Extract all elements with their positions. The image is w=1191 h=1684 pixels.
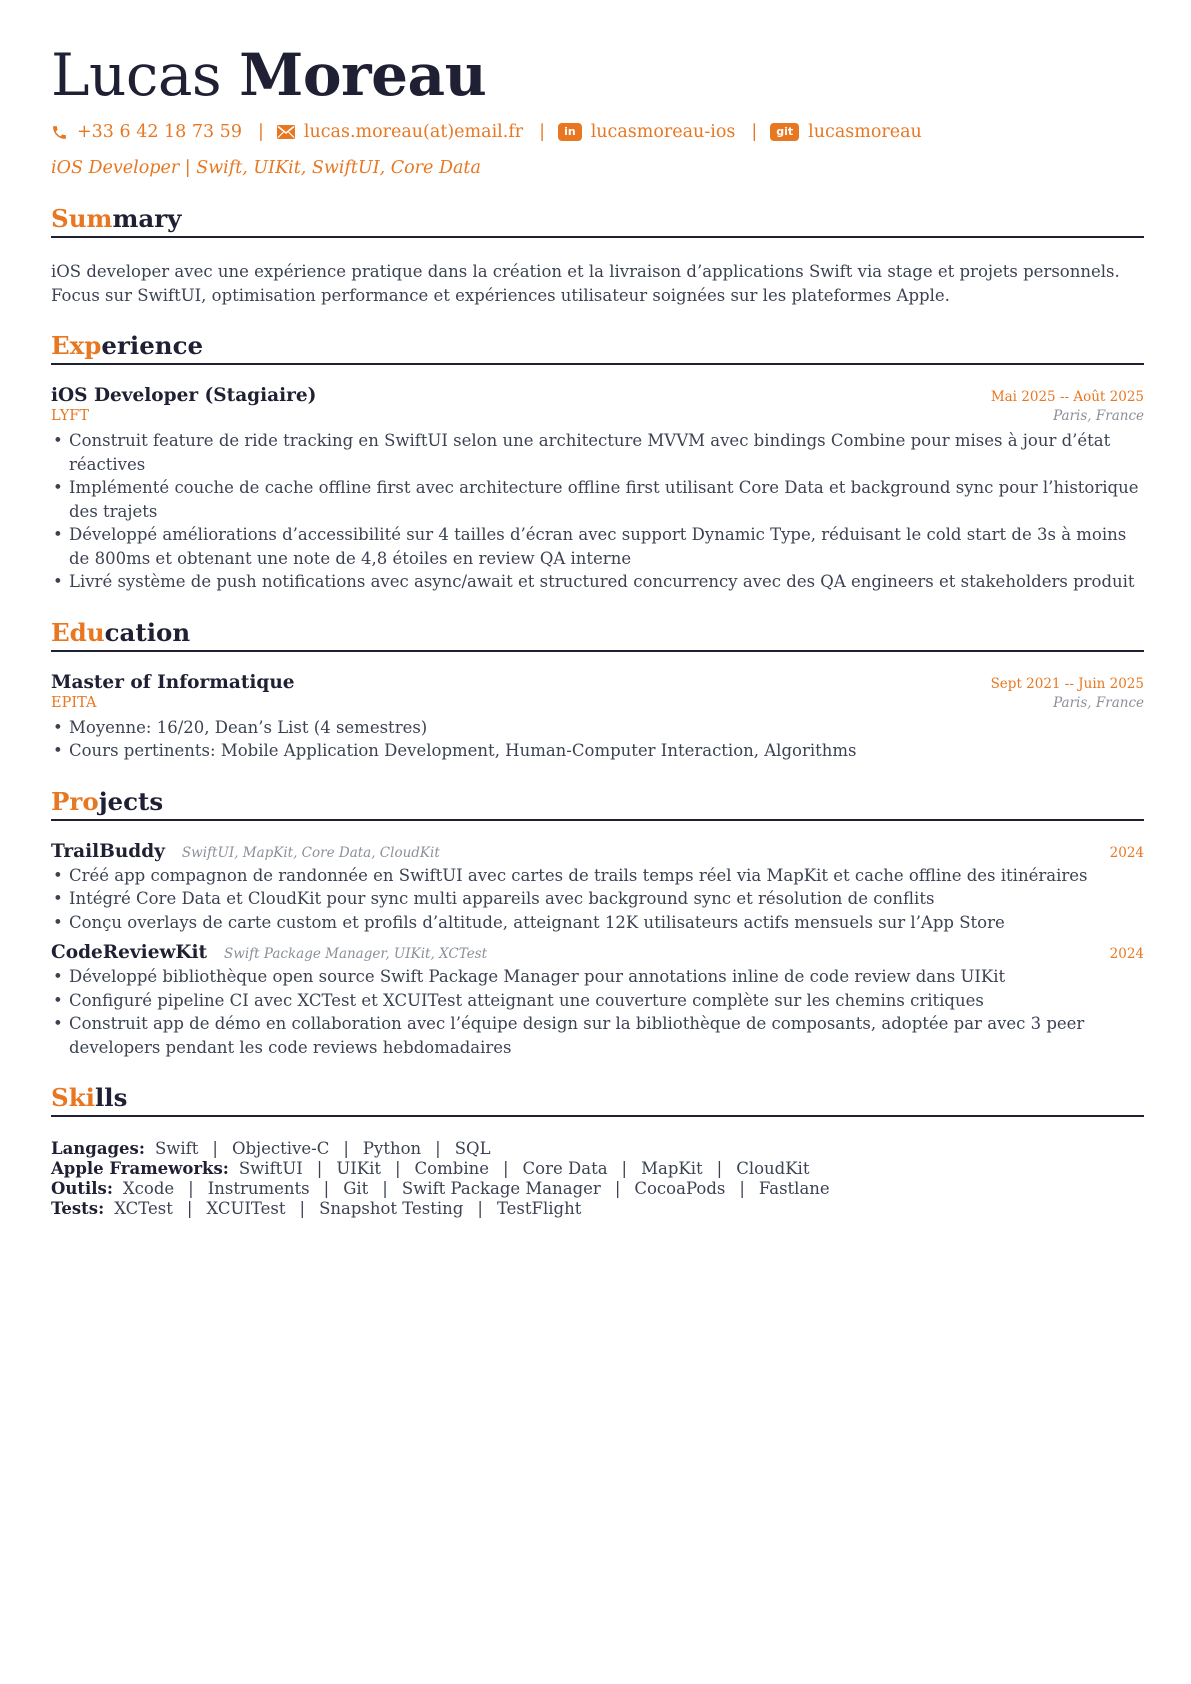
contact-github[interactable] [770, 122, 922, 142]
skill-item: Git [343, 1179, 369, 1198]
entry-header [51, 672, 1144, 693]
section-title-experience [51, 331, 1144, 361]
school: EPITA [51, 694, 97, 711]
bullet-item: • Conçu overlays de carte custom et profils d’altitude, atteignant 12K utilisateurs actifs mensuels sur l’App Store [51, 911, 1144, 935]
section-title-accent: Pro [51, 786, 99, 816]
skill-separator: | [477, 1199, 483, 1218]
contact-email[interactable] [277, 122, 523, 142]
education-dates: Sept 2021 -- Juin 2025 [990, 675, 1144, 692]
envelope-icon [277, 125, 295, 139]
skill-category-label: Apple Frameworks: [51, 1159, 229, 1178]
skill-separator: | [394, 1159, 401, 1178]
skill-item: XCTest [114, 1199, 173, 1218]
bullet-item: • Implémenté couche de cache offline first avec architecture offline first utilisant Core Data et background sync pour l’historique des trajets [51, 476, 1144, 523]
job-role: iOS Developer (Stagiaire) [51, 385, 317, 406]
skill-item: MapKit [641, 1159, 703, 1178]
section-title-rest: cation [104, 617, 191, 647]
bullet-item: • Construit app de démo en collaboration avec l’équipe design sur la bibliothèque de composants, adoptée par avec 3 peer developers pendant les code reviews hebdomadaires [51, 1012, 1144, 1059]
education-location: Paris, France [1053, 694, 1144, 711]
entry-subheader [51, 408, 1144, 424]
project-header [51, 942, 1144, 963]
bullet-item: • Développé bibliothèque open source Swift Package Manager pour annotations inline de code review dans UIKit [51, 965, 1144, 989]
contact-separator: | [539, 122, 546, 142]
section-rule [51, 1115, 1144, 1117]
job-bullets [51, 429, 1144, 594]
summary-section [51, 204, 1144, 307]
skill-item: Snapshot Testing [319, 1199, 464, 1218]
job-company: LYFT [51, 408, 90, 424]
contact-phone[interactable] [51, 122, 242, 142]
section-title-skills [51, 1083, 1144, 1113]
skill-separator: | [621, 1159, 628, 1178]
bullet-item: • Développé améliorations d’accessibilité sur 4 tailles d’écran avec support Dynamic Type, réduisant le cold start de 3s à moins de 800ms et obtenant une note de 4,8 étoiles en review QA interne [51, 523, 1144, 570]
skill-item: Xcode [122, 1179, 175, 1198]
skill-separator: | [299, 1199, 306, 1218]
section-title-accent: Edu [51, 617, 105, 647]
experience-entry [51, 385, 1144, 594]
section-title-rest: jects [98, 786, 164, 816]
project-stack: SwiftUI, MapKit, Core Data, CloudKit [181, 844, 440, 861]
entry-header [51, 385, 1144, 406]
last-name: Moreau [239, 41, 487, 109]
skill-separator: | [435, 1139, 441, 1158]
skill-category-label: Tests: [51, 1199, 105, 1218]
project-name: TrailBuddy [51, 840, 165, 862]
bullet-item: • Configuré pipeline CI avec XCTest et XCUITest atteignant une couverture complète sur les chemins critiques [51, 989, 1144, 1013]
skill-row [51, 1139, 1144, 1159]
email-text: lucas.moreau(at)email.fr [303, 122, 524, 142]
skill-item: Swift [154, 1139, 199, 1158]
contact-separator: | [257, 122, 264, 142]
section-rule [51, 650, 1144, 652]
skill-row [51, 1159, 1144, 1179]
project-stack: Swift Package Manager, UIKit, XCTest [224, 946, 488, 962]
first-name: Lucas [51, 41, 222, 109]
project-entry [51, 942, 1144, 1059]
candidate-name [51, 40, 1144, 110]
phone-icon [51, 124, 68, 141]
education-entry [51, 672, 1144, 763]
project-title-group [51, 942, 487, 963]
resume-content [51, 40, 1144, 1219]
skill-item: Swift Package Manager [401, 1179, 601, 1198]
skill-separator: | [323, 1179, 330, 1198]
bullet-item: • Cours pertinents: Mobile Application Development, Human-Computer Interaction, Algorithms [51, 739, 1144, 763]
education-section [51, 618, 1144, 763]
skill-item: XCUITest [206, 1199, 286, 1218]
section-title-education [51, 618, 1144, 648]
git-icon: git [770, 123, 799, 141]
project-year: 2024 [1109, 946, 1144, 962]
section-title-summary [51, 204, 1144, 234]
skill-item: SwiftUI [238, 1159, 303, 1178]
education-bullets [51, 716, 1144, 763]
skills-section [51, 1083, 1144, 1219]
section-title-accent: Sum [51, 204, 113, 233]
contact-separator: | [751, 122, 758, 142]
section-title-rest: mary [112, 204, 182, 233]
skill-row [51, 1199, 1144, 1219]
skill-item: Instruments [207, 1179, 310, 1198]
linkedin-icon: in [558, 123, 582, 141]
degree: Master of Informatique [51, 671, 295, 693]
skill-separator: | [502, 1159, 509, 1178]
project-name: CodeReviewKit [51, 942, 208, 963]
skill-separator: | [716, 1159, 723, 1178]
skill-item: Fastlane [758, 1179, 830, 1198]
section-title-rest: lls [94, 1083, 128, 1112]
skill-item: SQL [454, 1139, 491, 1158]
skill-separator: | [382, 1179, 388, 1198]
bullet-item: • Intégré Core Data et CloudKit pour sync multi appareils avec background sync et résolution de conflits [51, 887, 1144, 911]
section-rule [51, 819, 1144, 821]
skill-separator: | [212, 1139, 218, 1158]
bullet-item: • Moyenne: 16/20, Dean’s List (4 semestres) [51, 716, 1144, 740]
skill-row [51, 1179, 1144, 1199]
bullet-item: • Créé app compagnon de randonnée en SwiftUI avec cartes de trails temps réel via MapKit et cache offline des itinéraires [51, 864, 1144, 888]
tagline: iOS Developer | Swift, UIKit, SwiftUI, Core Data [51, 158, 481, 178]
section-title-projects [51, 787, 1144, 817]
job-location: Paris, France [1053, 408, 1144, 424]
skill-item: UIKit [336, 1159, 381, 1178]
phone-text: +33 6 42 18 73 59 [77, 122, 242, 142]
experience-section [51, 331, 1144, 594]
skill-item: TestFlight [496, 1199, 582, 1218]
skill-separator: | [316, 1159, 323, 1178]
entry-subheader [51, 695, 1144, 711]
project-entry [51, 841, 1144, 935]
section-rule [51, 236, 1144, 238]
bullet-item: • Construit feature de ride tracking en SwiftUI selon une architecture MVVM avec bindings Combine pour mises à jour d’état réactives [51, 429, 1144, 476]
skill-separator: | [739, 1179, 745, 1198]
section-title-accent: Exp [51, 331, 102, 360]
skill-item: CocoaPods [634, 1179, 726, 1198]
skill-separator: | [614, 1179, 621, 1198]
skill-category-label: Outils: [51, 1179, 113, 1198]
github-text: lucasmoreau [808, 122, 922, 142]
bullet-item: • Livré système de push notifications avec async/await et structured concurrency avec des QA engineers et stakeholders produit [51, 570, 1144, 594]
project-header [51, 841, 1144, 862]
skill-category-label: Langages: [51, 1139, 145, 1158]
section-title-accent: Ski [51, 1083, 95, 1112]
skill-separator: | [188, 1179, 194, 1198]
project-year: 2024 [1109, 844, 1144, 861]
linkedin-text: lucasmoreau-ios [590, 122, 736, 142]
project-bullets [51, 965, 1144, 1059]
skill-item: Objective-C [231, 1139, 330, 1158]
contact-bar [51, 120, 1144, 144]
contact-linkedin[interactable] [558, 122, 735, 142]
skill-item: Python [362, 1139, 422, 1158]
skill-item: Core Data [522, 1159, 608, 1178]
skills-list [51, 1139, 1144, 1219]
skill-separator: | [343, 1139, 349, 1158]
skill-item: Combine [414, 1159, 489, 1178]
skill-separator: | [186, 1199, 193, 1218]
section-title-rest: erience [101, 331, 204, 360]
job-dates: Mai 2025 -- Août 2025 [990, 389, 1144, 405]
project-title-group [51, 841, 440, 862]
skill-item: CloudKit [736, 1159, 810, 1178]
project-bullets [51, 864, 1144, 935]
summary-text: iOS developer avec une expérience pratique dans la création et la livraison d’applications Swift via stage et projets personnels. Focus sur SwiftUI, optimisation performance et expériences utilisateur soignées sur les plateformes Apple. [51, 262, 1120, 305]
section-rule [51, 363, 1144, 365]
projects-section [51, 787, 1144, 1060]
